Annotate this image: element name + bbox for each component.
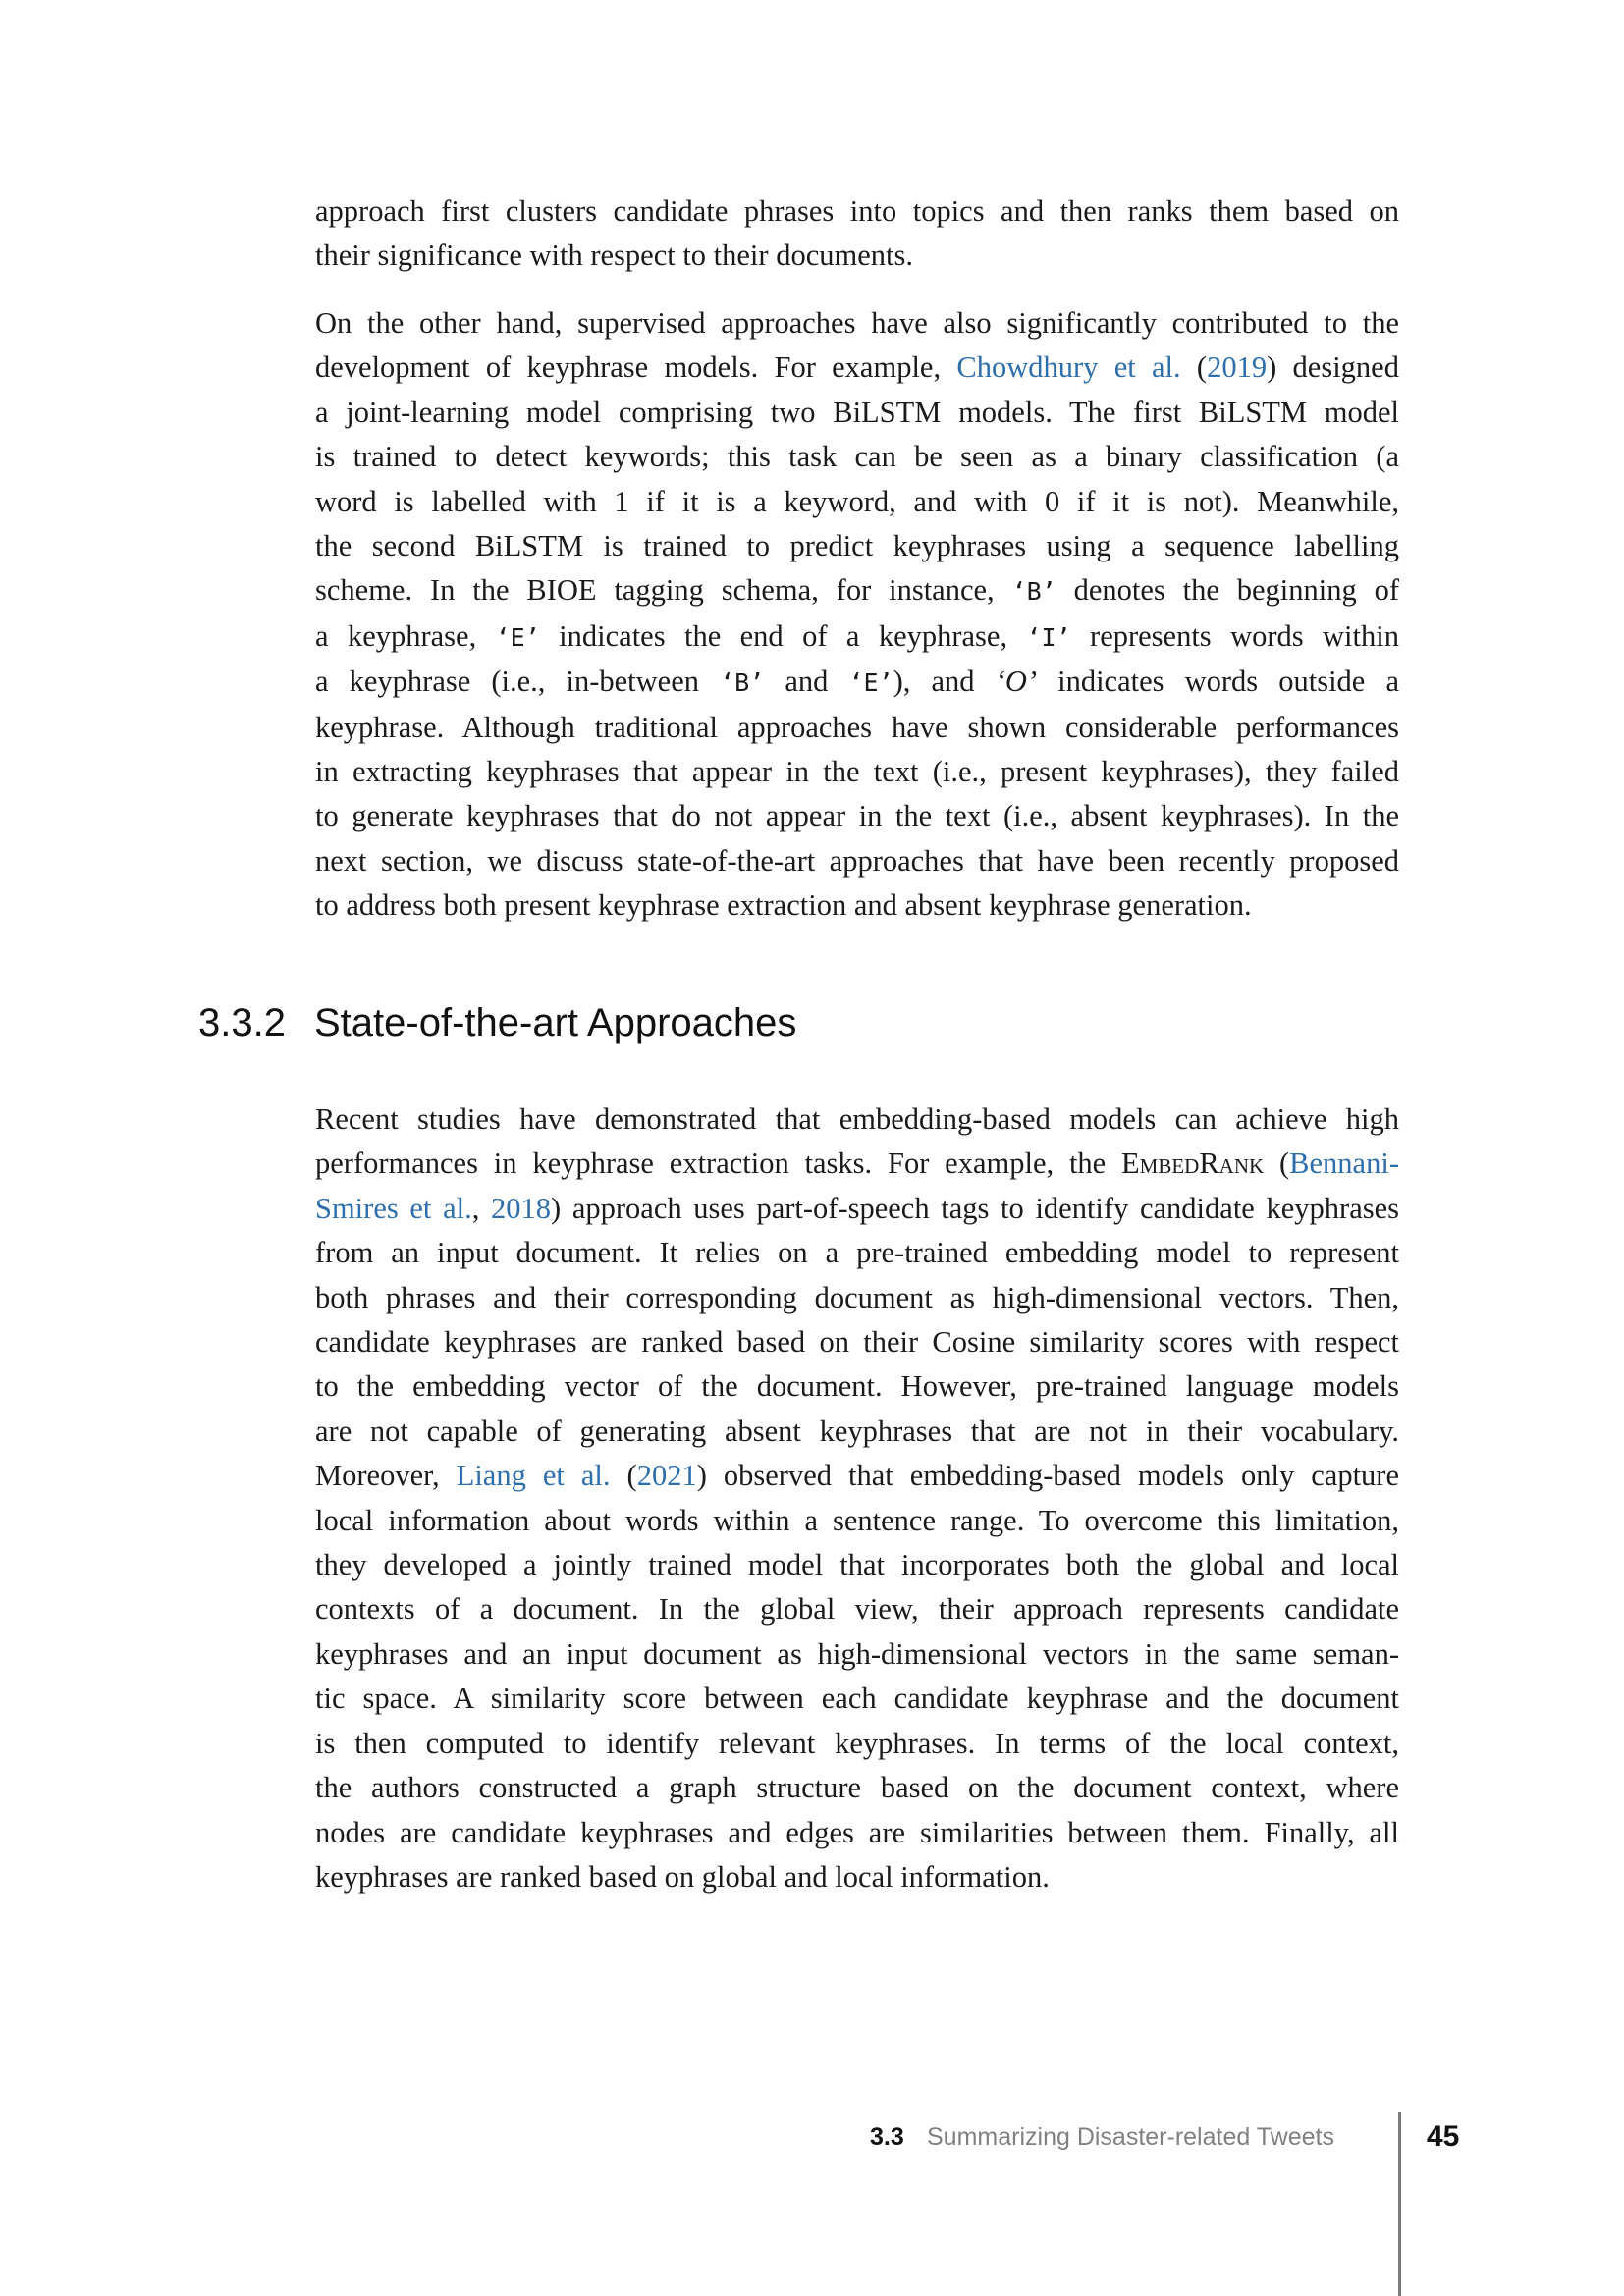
label-value-zero: 0 xyxy=(1044,484,1060,518)
text-span: ) designed xyxy=(1267,350,1399,385)
text-span: Moreover, xyxy=(315,1459,457,1493)
section-heading xyxy=(198,1001,796,1045)
text-line: On the other hand, supervised approaches have also significantly contributed to the xyxy=(315,306,1399,340)
text-line: the authors constructed a graph structure based on the document context, where xyxy=(315,1771,1399,1805)
text-line: they developed a jointly trained model that incorporates both the global and local xyxy=(315,1548,1399,1582)
text-span: development of keyphrase models. For example, xyxy=(315,350,957,385)
text-span: word is labelled with xyxy=(315,484,615,518)
text-span: ) observed that embedding-based models only capture xyxy=(696,1459,1399,1493)
text-span: denotes the beginning of xyxy=(1056,573,1399,608)
method-name-embedrank: EmbedRank xyxy=(1121,1147,1265,1181)
text-line: local information about words within a sentence range. To overcome this limitation, xyxy=(315,1503,1399,1537)
text-line: are not capable of generating absent keyphrases that are not in their vocabulary. xyxy=(315,1414,1399,1448)
running-footer xyxy=(870,2123,1334,2152)
text-line: the second BiLSTM is trained to predict keyphrases using a sequence labelling xyxy=(315,529,1399,563)
tag-e: ‘E’ xyxy=(848,668,893,698)
text-line xyxy=(315,480,1399,524)
citation-year-link-2019[interactable]: 2019 xyxy=(1207,350,1268,385)
text-span: scheme. In the BIOE tagging schema, for instance, xyxy=(315,573,1012,608)
text-line: both phrases and their corresponding document as high-dimensional vectors. Then, xyxy=(315,1280,1399,1314)
text-line: next section, we discuss state-of-the-art approaches that have been recently proposed xyxy=(315,843,1399,878)
page-number: 45 xyxy=(1427,2120,1460,2153)
text-line: keyphrase. Although traditional approaches have shown considerable performances xyxy=(315,710,1399,744)
footer-section-number: 3.3 xyxy=(870,2123,904,2151)
text-span: ), and xyxy=(893,665,996,699)
text-line xyxy=(315,568,1399,614)
text-line: a joint-learning model comprising two BiLSTM models. The first BiLSTM model xyxy=(315,395,1399,429)
citation-year-link-2018[interactable]: 2018 xyxy=(491,1191,552,1225)
section-title: State-of-the-art Approaches xyxy=(314,1001,797,1044)
text-line: keyphrases and an input document as high-dimensional vectors in the same seman- xyxy=(315,1636,1399,1671)
text-line: to address both present keyphrase extraction and absent keyphrase generation. xyxy=(315,888,1252,923)
text-span: a keyphrase, xyxy=(315,618,496,653)
text-line: is then computed to identify relevant keyphrases. In terms of the local context, xyxy=(315,1726,1399,1760)
text-span: indicates words outside a xyxy=(1037,665,1399,699)
text-line: nodes are candidate keyphrases and edges are similarities between them. Finally, all xyxy=(315,1815,1399,1849)
text-line: contexts of a document. In the global view, their approach represents candidate xyxy=(315,1592,1399,1627)
text-line: is trained to detect keywords; this task can be seen as a binary classification (a xyxy=(315,440,1399,474)
text-line xyxy=(315,1142,1399,1186)
footer-section-title: Summarizing Disaster-related Tweets xyxy=(927,2123,1334,2151)
text-span: ( xyxy=(1180,350,1208,385)
text-span: a keyphrase (i.e., in-between xyxy=(315,665,721,699)
tag-e: ‘E’ xyxy=(495,622,540,652)
text-line xyxy=(315,1454,1399,1498)
paragraph-supervised-approaches xyxy=(315,301,1399,929)
text-line: from an input document. It relies on a pre-trained embedding model to represent xyxy=(315,1236,1399,1270)
citation-year-link-2021[interactable]: 2021 xyxy=(636,1459,697,1493)
text-span: , xyxy=(471,1191,492,1225)
label-value-one: 1 xyxy=(614,484,629,518)
text-line: to generate keyphrases that do not appear in the text (i.e., absent keyphrases). In the xyxy=(315,799,1399,833)
text-line: approach first clusters candidate phrases into topics and then ranks them based on xyxy=(315,194,1399,228)
citation-link-liang[interactable]: Liang et al. xyxy=(456,1459,611,1493)
tag-b: ‘B’ xyxy=(720,668,765,698)
paragraph-continuation xyxy=(315,189,1399,279)
text-span: if it is not). Meanwhile, xyxy=(1059,484,1399,518)
paragraph-state-of-the-art xyxy=(315,1097,1399,1899)
text-line: keyphrases are ranked based on global and local information. xyxy=(315,1859,1050,1894)
text-line xyxy=(315,1187,1399,1231)
text-span: ) approach uses part-of-speech tags to identify candidate keyphrases xyxy=(551,1191,1400,1225)
text-span: indicates the end of a keyphrase, xyxy=(539,618,1027,653)
text-span: ( xyxy=(610,1459,637,1493)
text-span: represents words within xyxy=(1070,618,1399,653)
tag-b: ‘B’ xyxy=(1011,577,1056,607)
text-span: if it is a keyword, and with xyxy=(628,484,1045,518)
text-span: and xyxy=(764,665,849,699)
text-line xyxy=(315,346,1399,390)
tag-o: ‘O’ xyxy=(995,665,1037,699)
text-span: ( xyxy=(1264,1147,1290,1181)
text-line xyxy=(315,614,1399,660)
text-line: to the embedding vector of the document. However, pre-trained language models xyxy=(315,1369,1399,1404)
text-line: in extracting keyphrases that appear in the text (i.e., present keyphrases), they failed xyxy=(315,755,1399,789)
text-line xyxy=(315,660,1399,705)
citation-link-chowdhury[interactable]: Chowdhury et al. xyxy=(956,350,1181,385)
text-span: performances in keyphrase extraction tasks. For example, the xyxy=(315,1147,1122,1181)
footer-vertical-rule xyxy=(1398,2112,1401,2296)
citation-link-bennani-smires[interactable]: Bennani- xyxy=(1289,1147,1399,1181)
section-number: 3.3.2 xyxy=(198,1001,286,1044)
text-line: candidate keyphrases are ranked based on their Cosine similarity scores with respect xyxy=(315,1325,1399,1360)
citation-link-bennani-smires[interactable]: Smires et al. xyxy=(315,1191,472,1225)
tag-i: ‘I’ xyxy=(1026,622,1071,652)
text-line: their significance with respect to their documents. xyxy=(315,239,913,273)
text-line: tic space. A similarity score between each candidate keyphrase and the document xyxy=(315,1682,1399,1716)
text-line: Recent studies have demonstrated that embedding-based models can achieve high xyxy=(315,1102,1399,1136)
